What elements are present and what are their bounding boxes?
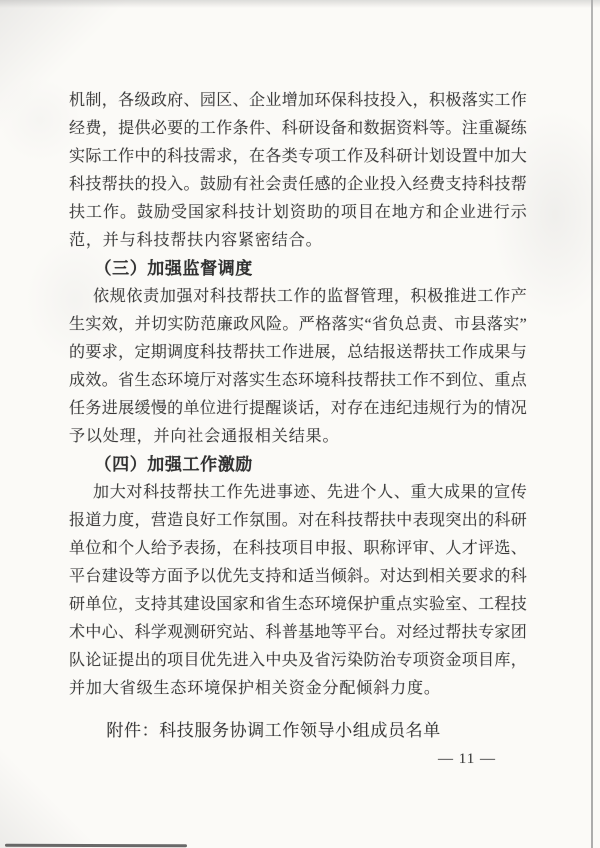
text-line: 平台建设等方面予以优先支持和适当倾斜。对达到相关要求的科 xyxy=(69,568,527,585)
text-line: 实际工作中的科技需求，在各类专项工作及科研计划设置中加大 xyxy=(69,148,527,165)
text-line: 范，并与科技帮扶内容紧密结合。 xyxy=(69,232,323,249)
text-line: 研单位，支持其建设国家和省生态环境保护重点实验室、工程技 xyxy=(69,596,527,613)
document-body xyxy=(69,87,527,745)
text-line: 科技帮扶的投入。鼓励有社会责任感的企业投入经费支持科技帮 xyxy=(69,176,527,193)
text-line: 任务进展缓慢的单位进行提醒谈话，对存在违纪违规行为的情况 xyxy=(69,400,527,417)
text-line: 生实效，并切实防范廉政风险。严格落实“省负总责、市县落实” xyxy=(69,316,527,333)
text-line: 成效。省生态环境厅对落实生态环境科技帮扶工作不到位、重点 xyxy=(69,372,527,389)
text-line: 机制，各级政府、园区、企业增加环保科技投入，积极落实工作 xyxy=(69,92,527,109)
scan-top-edge-shadow xyxy=(0,0,600,8)
attachment-line: 附件：科技服务协调工作领导小组成员名单 xyxy=(106,721,441,740)
text-line: 并加大省级生态环境保护相关资金分配倾斜力度。 xyxy=(69,680,441,697)
section-heading: （三）加强监督调度 xyxy=(94,259,253,278)
text-line: 加大对科技帮扶工作先进事迹、先进个人、重大成果的宣传 xyxy=(93,484,527,501)
document-lines xyxy=(69,87,527,703)
text-line: 依规依责加强对科技帮扶工作的监督管理，积极推进工作产 xyxy=(93,288,527,305)
text-line: 报道力度，营造良好工作氛围。对在科技帮扶中表现突出的科研 xyxy=(69,512,527,529)
scan-bottom-edge-mark xyxy=(5,844,187,847)
text-line: 队论证提出的项目优先进入中央及省污染防治专项资金项目库， xyxy=(69,652,527,669)
text-line: 经费，提供必要的工作条件、科研设备和数据资料等。注重凝练 xyxy=(69,120,527,137)
section-heading: （四）加强工作激励 xyxy=(94,455,253,474)
text-line: 扶工作。鼓励受国家科技计划资助的项目在地方和企业进行示 xyxy=(69,204,527,221)
text-line: 单位和个人给予表扬，在科技项目申报、职称评审、人才评选、 xyxy=(69,540,527,557)
page-number: — 11 — xyxy=(438,751,496,767)
text-line: 予以处理，并向社会通报相关结果。 xyxy=(69,428,340,445)
scan-right-edge-line xyxy=(591,0,593,848)
text-line: 术中心、科学观测研究站、科普基地等平台。对经过帮扶专家团 xyxy=(69,624,527,641)
text-line: 的要求，定期调度科技帮扶工作进展，总结报送帮扶工作成果与 xyxy=(69,344,527,361)
